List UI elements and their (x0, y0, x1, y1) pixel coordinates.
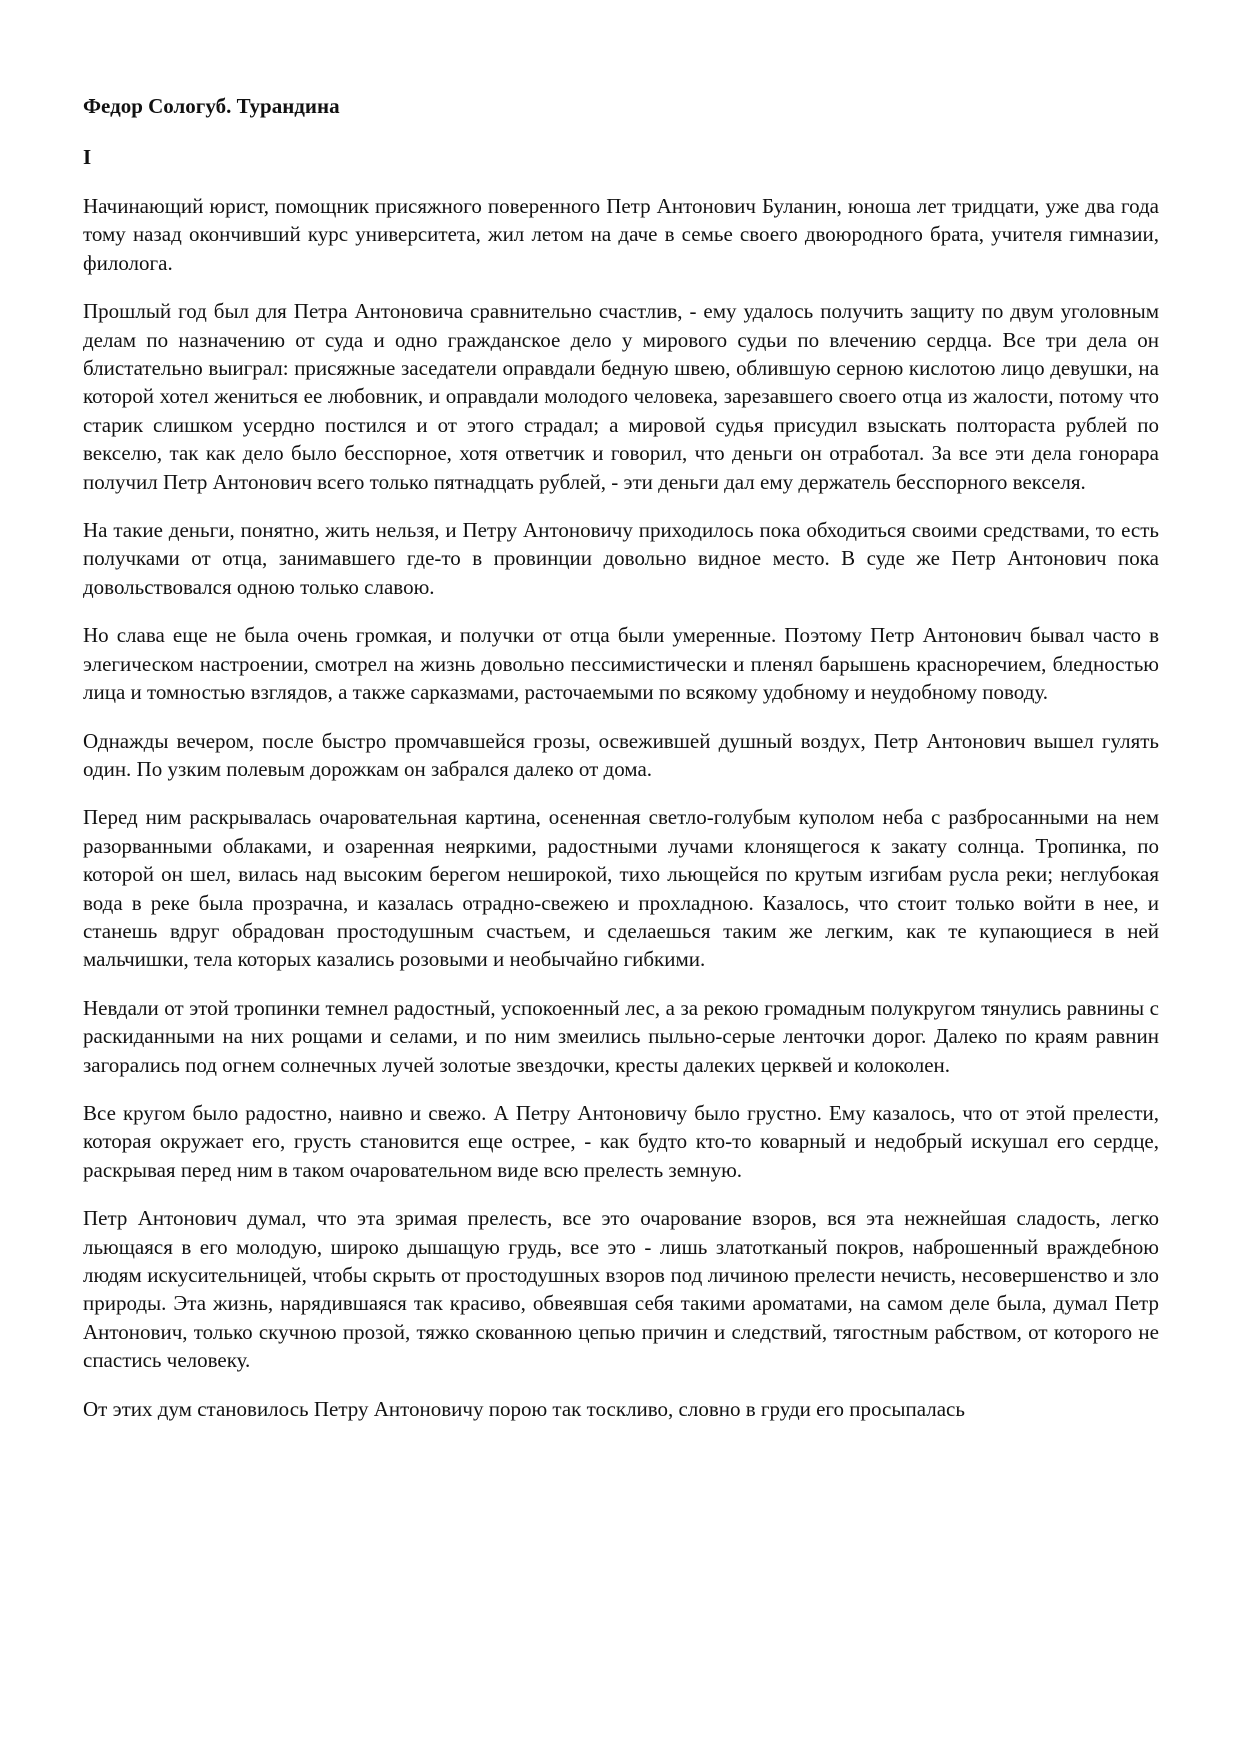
paragraph: Начинающий юрист, помощник присяжного поверенного Петр Антонович Буланин, юноша лет тридцати, уже два года тому назад окончивший курс университета, жил летом на даче в семье своего двоюродного брата, учителя гимназии, филолога. (83, 194, 1159, 275)
paragraph: Перед ним раскрывалась очаровательная картина, осененная светло-голубым куполом неба с разбросанными на нем разорванными облаками, и озаренная неяркими, радостными лучами клонящегося к закату солнца. Тропинка, по которой он шел, вилась над высоким берегом неширокой, тихо льющейся по крутым изгибам русла реки; неглубокая вода в реке была прозрачна, и казалась отрадно-свежею и прохладною. Казалось, что стоит только войти в нее, и станешь вдруг обрадован простодушным счастьем, и сделаешься таким же легким, как те купающиеся в ней мальчишки, тела которых казались розовыми и необычайно гибкими. (83, 805, 1159, 972)
paragraph: Невдали от этой тропинки темнел радостный, успокоенный лес, а за рекою громадным полукругом тянулись равнины с раскиданными на них рощами и селами, и по ним змеились пыльно-серые ленточки дорог. Далеко по краям равнин загорались под огнем солнечных лучей золотые звездочки, кресты далеких церквей и колоколен. (83, 995, 1159, 1077)
paragraph: Но слава еще не была очень громкая, и получки от отца были умеренные. Поэтому Петр Антонович бывал часто в элегическом настроении, смотрел на жизнь довольно пессимистически и пленял барышень красноречием, бледностью лица и томностью взглядов, а также сарказмами, расточаемыми по всякому удобному и неудобному поводу. (83, 623, 1159, 705)
paragraph: Однажды вечером, после быстро промчавшейся грозы, освежившей душный воздух, Петр Антонович вышел гулять один. По узким полевым дорожкам он забрался далеко от дома. (83, 728, 1159, 781)
chapter-number: I (83, 145, 92, 169)
document-title: Федор Сологуб. Турандина (83, 94, 340, 118)
paragraph: Прошлый год был для Петра Антоновича сравнительно счастлив, - ему удалось получить защиту по двум уголовным делам по назначению от суда и одно гражданское дело у мирового судьи по влечению сердца. Все три дела он блистательно выиграл: присяжные заседатели оправдали бедную швею, облившую серною кислотою лицо девушки, на которой хотел жениться ее любовник, и оправдали молодого человека, зарезавшего своего отца из жалости, потому что старик слишком усердно постился и от этого страдал; а мировой судья присудил взыскать полтораста рублей по векселю, так как дело было бесспорное, хотя ответчик и говорил, что деньги он отработал. За все эти дела гонорара получил Петр Антонович всего только пятнадцать рублей, - эти деньги дал ему держатель бесспорного векселя. (83, 299, 1159, 494)
document-body (83, 192, 1159, 1443)
paragraph: Все кругом было радостно, наивно и свежо. А Петру Антоновичу было грустно. Ему казалось, что от этой прелести, которая окружает его, грусть становится еще острее, - как будто кто-то коварный и недобрый искушал его сердце, раскрывая перед ним в таком очаровательном виде всю прелесть земную. (83, 1100, 1159, 1182)
paragraph: Петр Антонович думал, что эта зримая прелесть, все это очарование взоров, вся эта нежнейшая сладость, легко льющаяся в его молодую, широко дышащую грудь, все это - лишь златотканый покров, наброшенный враждебною людям искусительницей, чтобы скрыть от простодушных взоров под личиною прелести нечисть, несовершенство и зло природы. Эта жизнь, нарядившаяся так красиво, обвеявшая себя такими ароматами, на самом деле была, думал Петр Антонович, только скучною прозой, тяжко скованною цепью причин и следствий, тягостным рабством, от которого не спастись человеку. (83, 1206, 1159, 1373)
paragraph-truncated: От этих дум становилось Петру Антоновичу порою так тоскливо, словно в груди его просыпалась (83, 1396, 965, 1421)
paragraph: На такие деньги, понятно, жить нельзя, и Петру Антоновичу приходилось пока обходиться своими средствами, то есть получками от отца, занимавшего где-то в провинции довольно видное место. В суде же Петр Антонович пока довольствовался одною только славою. (83, 518, 1159, 599)
